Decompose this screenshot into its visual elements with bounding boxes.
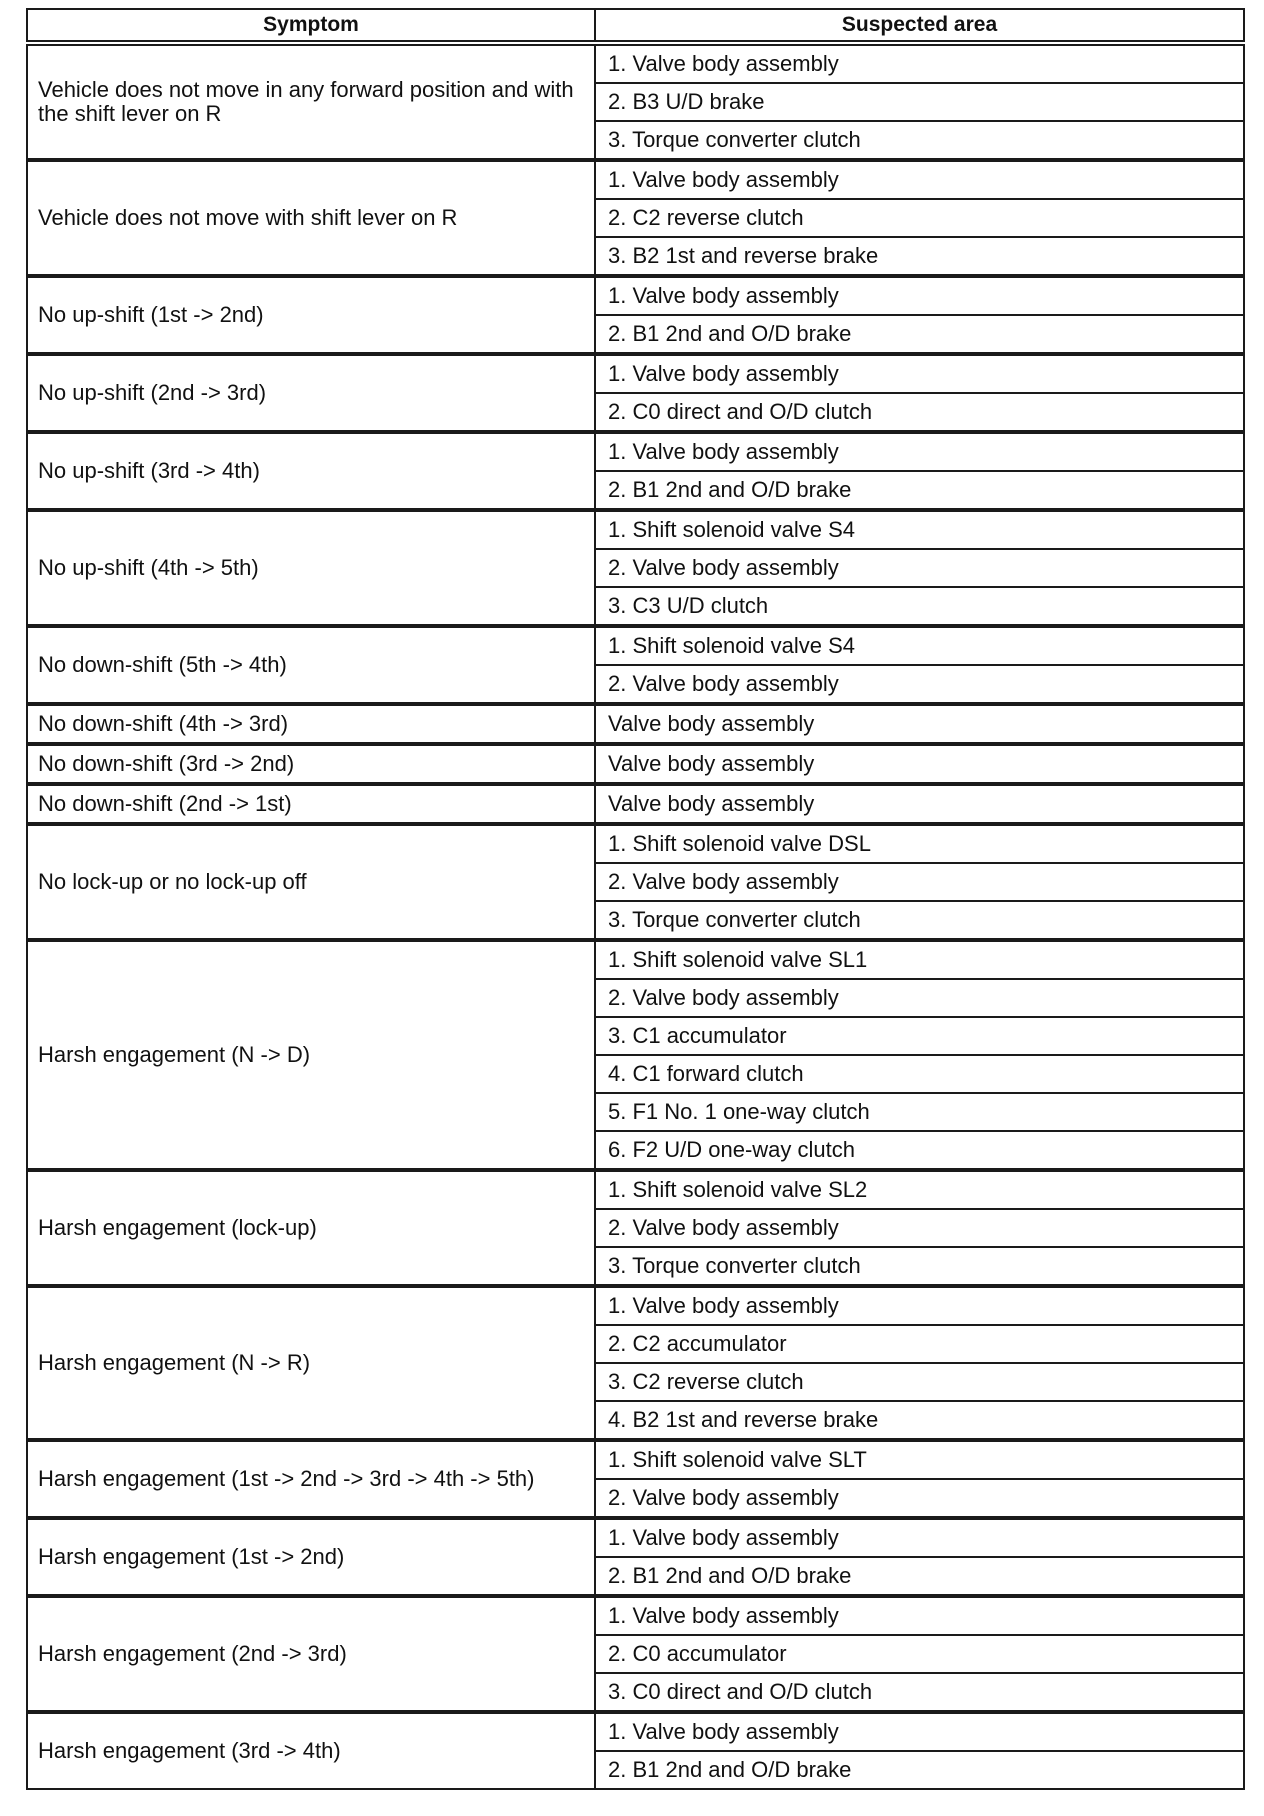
header-symptom: Symptom <box>27 9 595 43</box>
suspected-area-cell: 3. C0 direct and O/D clutch <box>595 1673 1244 1712</box>
suspected-area-cell: 1. Valve body assembly <box>595 276 1244 315</box>
table-header-row <box>27 9 1244 43</box>
suspected-area-cell: 2. B1 2nd and O/D brake <box>595 315 1244 354</box>
suspected-area-cell: 2. B1 2nd and O/D brake <box>595 1751 1244 1789</box>
suspected-area-cell: 2. C2 accumulator <box>595 1325 1244 1363</box>
symptom-cell: No up-shift (2nd -> 3rd) <box>27 354 595 432</box>
table-row <box>27 354 1244 393</box>
suspected-area-cell: 3. C3 U/D clutch <box>595 587 1244 626</box>
symptom-cell: Harsh engagement (N -> D) <box>27 940 595 1170</box>
suspected-area-cell: 4. C1 forward clutch <box>595 1055 1244 1093</box>
symptom-cell: No down-shift (2nd -> 1st) <box>27 784 595 824</box>
symptom-cell: No up-shift (1st -> 2nd) <box>27 276 595 354</box>
suspected-area-cell: 2. C0 direct and O/D clutch <box>595 393 1244 432</box>
symptom-cell: Harsh engagement (1st -> 2nd) <box>27 1518 595 1596</box>
suspected-area-cell: 2. Valve body assembly <box>595 665 1244 704</box>
suspected-area-cell: 3. C2 reverse clutch <box>595 1363 1244 1401</box>
suspected-area-cell: 1. Valve body assembly <box>595 1596 1244 1635</box>
table-row <box>27 940 1244 979</box>
table-row <box>27 626 1244 665</box>
suspected-area-cell: 3. Torque converter clutch <box>595 1247 1244 1286</box>
symptom-cell: No lock-up or no lock-up off <box>27 824 595 940</box>
table-row <box>27 1286 1244 1325</box>
table-row <box>27 160 1244 199</box>
suspected-area-cell: 3. Torque converter clutch <box>595 121 1244 160</box>
suspected-area-cell: 2. B1 2nd and O/D brake <box>595 471 1244 510</box>
table-row <box>27 432 1244 471</box>
symptom-table-document <box>26 8 1243 1790</box>
suspected-area-cell: 4. B2 1st and reverse brake <box>595 1401 1244 1440</box>
table-row <box>27 276 1244 315</box>
suspected-area-cell: 1. Valve body assembly <box>595 1712 1244 1751</box>
suspected-area-cell: 2. C0 accumulator <box>595 1635 1244 1673</box>
suspected-area-cell: 3. Torque converter clutch <box>595 901 1244 940</box>
symptom-cell: Vehicle does not move with shift lever on R <box>27 160 595 276</box>
suspected-area-cell: 3. B2 1st and reverse brake <box>595 237 1244 276</box>
table-body <box>27 43 1244 1789</box>
table-row <box>27 1712 1244 1751</box>
suspected-area-cell: 2. C2 reverse clutch <box>595 199 1244 237</box>
suspected-area-cell: 2. Valve body assembly <box>595 863 1244 901</box>
symptom-cell: No down-shift (5th -> 4th) <box>27 626 595 704</box>
table-row <box>27 1596 1244 1635</box>
symptom-cell: No down-shift (3rd -> 2nd) <box>27 744 595 784</box>
suspected-area-cell: 5. F1 No. 1 one-way clutch <box>595 1093 1244 1131</box>
suspected-area-cell: 3. C1 accumulator <box>595 1017 1244 1055</box>
table-row <box>27 43 1244 83</box>
suspected-area-cell: 1. Valve body assembly <box>595 1518 1244 1557</box>
symptom-cell: Harsh engagement (3rd -> 4th) <box>27 1712 595 1789</box>
suspected-area-cell: 1. Shift solenoid valve SLT <box>595 1440 1244 1479</box>
suspected-area-cell: Valve body assembly <box>595 704 1244 744</box>
suspected-area-cell: 1. Shift solenoid valve SL2 <box>595 1170 1244 1209</box>
table-row <box>27 744 1244 784</box>
suspected-area-cell: 2. B3 U/D brake <box>595 83 1244 121</box>
header-suspected-area: Suspected area <box>595 9 1244 43</box>
table-row <box>27 824 1244 863</box>
suspected-area-cell: 2. B1 2nd and O/D brake <box>595 1557 1244 1596</box>
suspected-area-cell: 1. Valve body assembly <box>595 160 1244 199</box>
suspected-area-cell: 1. Valve body assembly <box>595 43 1244 83</box>
suspected-area-cell: 1. Valve body assembly <box>595 1286 1244 1325</box>
table-row <box>27 784 1244 824</box>
suspected-area-cell: 2. Valve body assembly <box>595 1479 1244 1518</box>
table-row <box>27 1518 1244 1557</box>
symptom-cell: Vehicle does not move in any forward position and with the shift lever on R <box>27 43 595 160</box>
symptom-table <box>26 8 1245 1790</box>
suspected-area-cell: 6. F2 U/D one-way clutch <box>595 1131 1244 1170</box>
suspected-area-cell: Valve body assembly <box>595 744 1244 784</box>
suspected-area-cell: 1. Valve body assembly <box>595 432 1244 471</box>
suspected-area-cell: 1. Shift solenoid valve S4 <box>595 510 1244 549</box>
table-row <box>27 1440 1244 1479</box>
suspected-area-cell: 2. Valve body assembly <box>595 1209 1244 1247</box>
suspected-area-cell: 1. Valve body assembly <box>595 354 1244 393</box>
suspected-area-cell: 2. Valve body assembly <box>595 549 1244 587</box>
symptom-cell: Harsh engagement (N -> R) <box>27 1286 595 1440</box>
suspected-area-cell: 1. Shift solenoid valve SL1 <box>595 940 1244 979</box>
table-row <box>27 510 1244 549</box>
table-row <box>27 1170 1244 1209</box>
symptom-cell: No up-shift (3rd -> 4th) <box>27 432 595 510</box>
suspected-area-cell: 2. Valve body assembly <box>595 979 1244 1017</box>
symptom-cell: Harsh engagement (lock-up) <box>27 1170 595 1286</box>
table-row <box>27 704 1244 744</box>
symptom-cell: Harsh engagement (1st -> 2nd -> 3rd -> 4th -> 5th) <box>27 1440 595 1518</box>
symptom-cell: No down-shift (4th -> 3rd) <box>27 704 595 744</box>
symptom-cell: Harsh engagement (2nd -> 3rd) <box>27 1596 595 1712</box>
suspected-area-cell: Valve body assembly <box>595 784 1244 824</box>
suspected-area-cell: 1. Shift solenoid valve DSL <box>595 824 1244 863</box>
symptom-cell: No up-shift (4th -> 5th) <box>27 510 595 626</box>
suspected-area-cell: 1. Shift solenoid valve S4 <box>595 626 1244 665</box>
